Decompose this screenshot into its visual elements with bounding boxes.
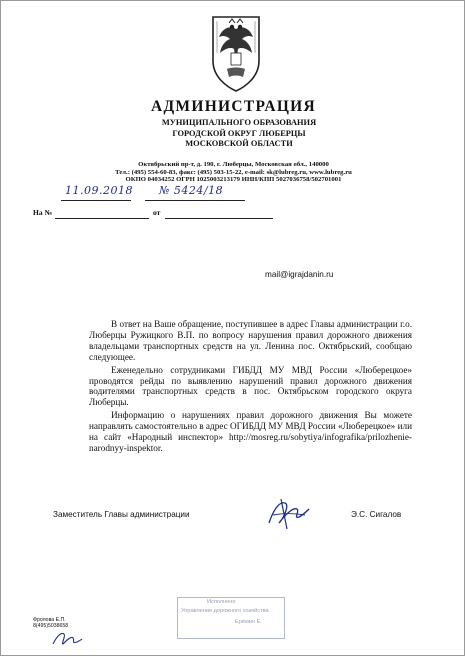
handwritten-signature [263,493,313,533]
handwritten-number: № 5424/18 [159,184,224,197]
no-label: На № [33,208,52,217]
executor-phone: 8(495)5038658 [33,623,69,630]
stamp-line-1: Исполнено [207,599,236,605]
handwritten-date: 11.09.2018 [65,184,133,197]
from-label: от [153,208,161,217]
contact-block [1,161,465,184]
phones-line: Тел.: (495) 554-60-83, факс: (495) 503-15-22, e-mail: sk@lubreg.ru, www.lubreg.ru [115,168,352,176]
coat-of-arms-emblem [205,13,267,93]
organization-title: АДМИНИСТРАЦИЯ [150,98,317,115]
executor-name: Фролова Е.П. [33,617,66,623]
stamp-line-2: Управление дорожного хозяйства [181,608,269,614]
signatory-position: Заместитель Главы администрации [53,510,190,519]
body-paragraph-1: В ответ на Ваше обращение, поступившее в адрес Главы администрации г.о. Люберцы Ружицкого В.П. по вопросу нарушения правил дорожного движения владельцами транспортных средств на ул. Ленина пос. Октябрьский, сообщаю следующее. [89,319,412,362]
executor-signature [51,626,83,650]
stamp-line-3: Ерёмин Е. [235,619,262,625]
codes-line: ОКПО 04034252 ОГРН 1025003213179 ИНН/КПП 5027036758/502701001 [125,176,342,184]
subtitle-line-3: МОСКОВСКОЙ ОБЛАСТИ [185,139,293,148]
letter-body [89,319,412,456]
recipient-email: mail@igrajdanin.ru [265,270,334,279]
subtitle-line-2: ГОРОДСКОЙ ОКРУГ ЛЮБЕРЦЫ [172,128,306,138]
execution-stamp [177,597,285,639]
organization-subtitle [119,118,359,150]
incoming-reference [33,207,273,219]
body-paragraph-3: Информацию о нарушениях правил дорожного движения Вы можете направлять самостоятельно в адрес ОГИБДД МУ МВД России «Люберецкое» или на сайт «Народный инспектор» http://mosreg.ru/sobytiya/infografika/prilozhenie-narodnyy-inspektor. [89,410,412,453]
address-line: Октябрьский пр-т, д. 190, г. Люберцы, Московская обл., 140000 [138,161,329,168]
body-paragraph-2: Еженедельно сотрудниками ГИБДД МУ МВД России «Люберецкое» проводятся рейды по выявлению нарушений правил дорожного движения водителями транспортных средств в пос. Октябрьском городского округа Люберцы. [89,364,412,408]
signatory-name: Э.С. Сигалов [351,510,402,519]
subtitle-line-1: МУНИЦИПАЛЬНОГО ОБРАЗОВАНИЯ [161,118,317,127]
